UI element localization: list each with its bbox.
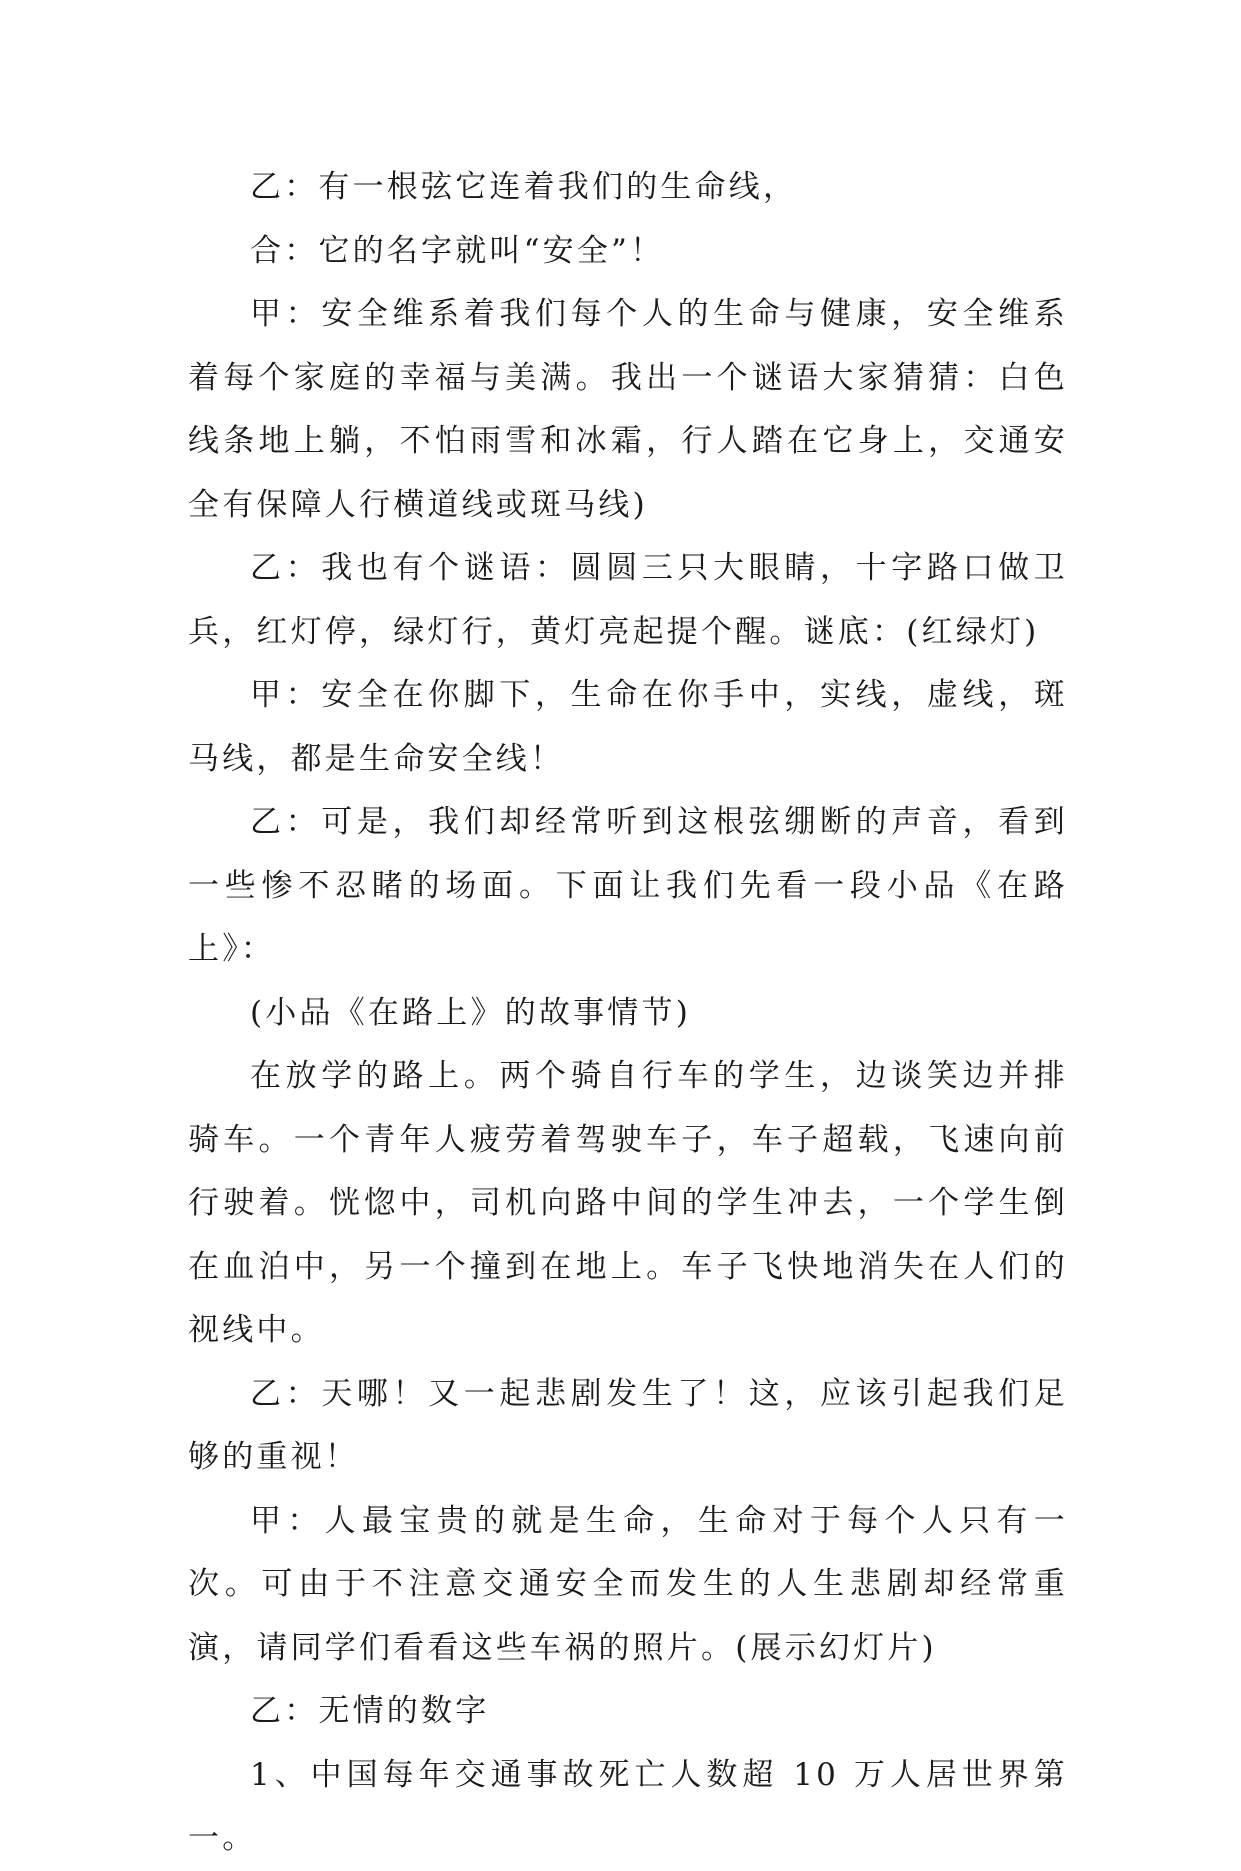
paragraph-sketch-story: 在放学的路上。两个骑自行车的学生，边谈笑边并排骑车。一个青年人疲劳着驾驶车子，车子超载，飞速向前行驶着。恍惚中，司机向路中间的学生冲去，一个学生倒在血泊中，另一个撞到在地上。车子飞快地消失在人们的视线中。 xyxy=(188,1058,1068,1348)
paragraph-jia-lines: 甲：安全在你脚下，生命在你手中，实线，虚线，斑马线，都是生命安全线！ xyxy=(188,677,1068,777)
paragraph-yi-numbers: 乙：无情的数字 xyxy=(250,1693,490,1729)
paragraph-jia-life: 甲：人最宝贵的就是生命，生命对于每个人只有一次。可由于不注意交通安全而发生的人生悲剧却经常重演，请同学们看看这些车祸的照片。(展示幻灯片) xyxy=(188,1502,1068,1666)
paragraph-yi-lifeline: 乙：有一根弦它连着我们的生命线， xyxy=(250,169,798,205)
paragraph-sketch-title: (小品《在路上》的故事情节) xyxy=(250,994,691,1031)
paragraph-he-safety: 合：它的名字就叫“安全”！ xyxy=(250,232,665,269)
paragraph-jia-riddle: 甲：安全维系着我们每个人的生命与健康，安全维系着每个家庭的幸福与美满。我出一个谜语大家猜猜：白色线条地上躺，不怕雨雪和冰霜，行人踏在它身上，交通安全有保障人行横道线或斑马线) xyxy=(188,296,1068,523)
document-body xyxy=(188,156,1068,1871)
paragraph-yi-tragedy: 乙：天哪！又一起悲剧发生了！这，应该引起我们足够的重视！ xyxy=(188,1375,1068,1475)
paragraph-yi-sketch-intro: 乙：可是，我们却经常听到这根弦绷断的声音，看到一些惨不忍睹的场面。下面让我们先看一段小品《在路上》： xyxy=(188,804,1068,967)
paragraph-statistic-1: 1、中国每年交通事故死亡人数超 10 万人居世界第一。 xyxy=(188,1756,1068,1856)
paragraph-yi-riddle: 乙：我也有个谜语：圆圆三只大眼睛，十字路口做卫兵，红灯停，绿灯行，黄灯亮起提个醒。谜底：(红绿灯) xyxy=(188,550,1068,650)
